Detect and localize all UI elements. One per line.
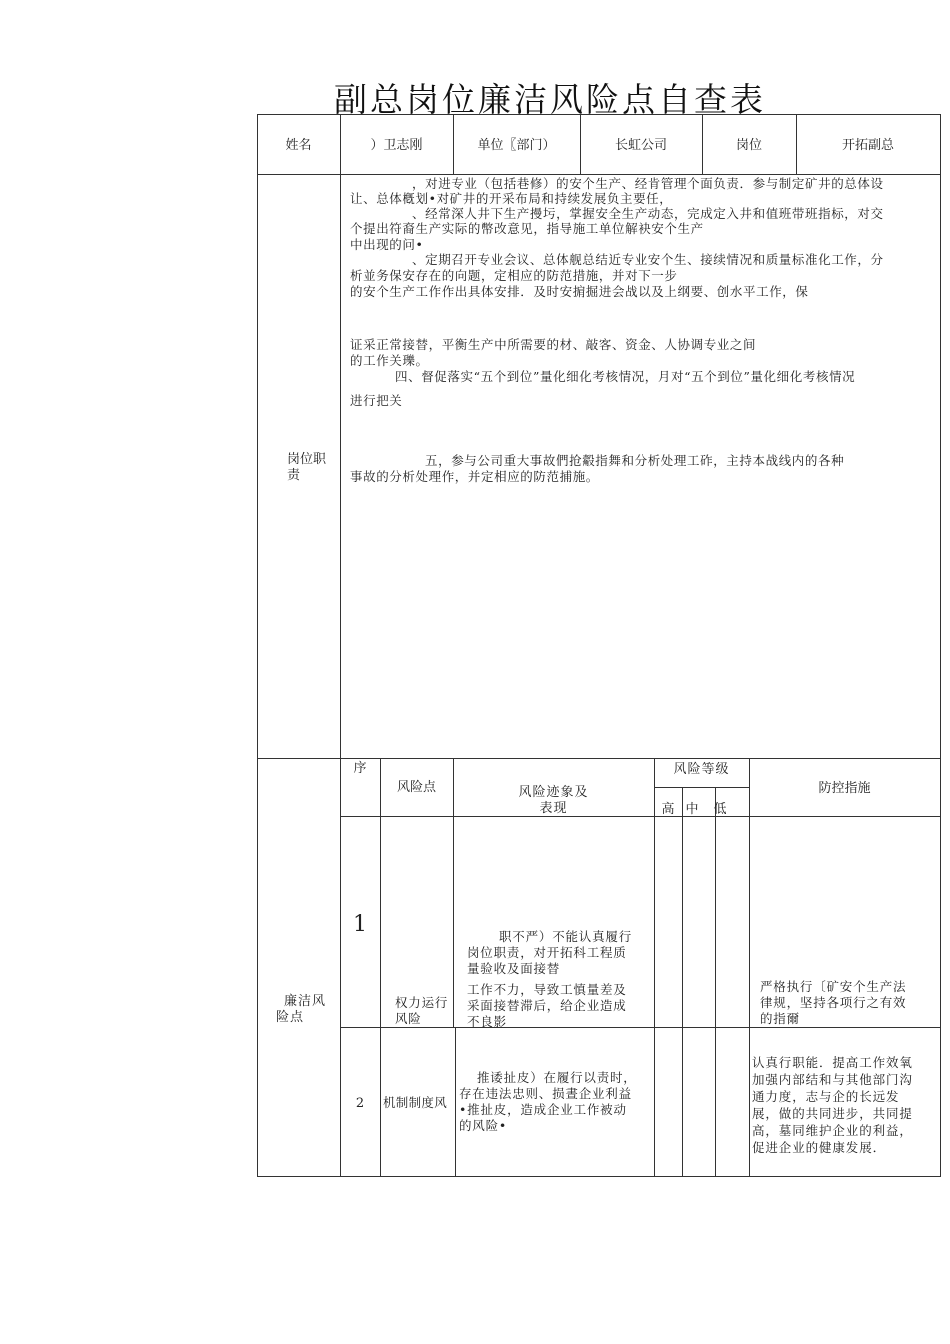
duties-label: 岗位职 责 [287,452,327,483]
risk-phenomenon: 推诿扯皮）在履行以责时， 存在违法忠则、损晝企业利益 •推扯皮，造成企业工作被动 的风险• [459,1070,637,1133]
level-low-header: 低 [713,802,727,817]
risk-level-header: 风险等级 [673,762,730,777]
risk-point: 机制制度风 [383,1095,448,1110]
duty-line: 四、督促落实“五个到位”量化细化考核情况，月对“五个到位”量化细化考核情况 [395,369,856,384]
post-value: 开拓副总 [841,138,894,153]
level-high-header: 高 [661,802,675,817]
post-label: 岗位 [735,138,762,153]
page-title: 副总岗位廉洁风险点自查表 [334,80,766,119]
row-seq: 2 [355,1096,365,1111]
duty-line: 析並务保安存在的向题，定相应的防范措施，并对下一步 [350,268,678,283]
duty-line: ，对进专业（包括巷修）的安个生产、经肯管理个面负责．参与制定矿井的总体设 [412,176,884,191]
duty-line: 进行把关 [350,393,403,408]
name-value: ）卫志刚 [370,138,423,153]
risk-section-label: 廉洁风 险点 [276,994,327,1025]
risk-measures: 严格执行〔矿安个生产法 律规，坚持各项行之有效 的指爾 [760,979,907,1026]
measures-header: 防控指施 [818,781,871,796]
risk-phenomenon: 职不严）不能认真履行 岗位职责，对开拓科工程质 量验收及面接替 工作不力，导致工慎量差及 采面接替滞后，给企业造成 不良影 [467,929,633,1029]
level-mid-header: 中 [685,802,699,817]
duty-line: 、经常深人井下生产摱圬，掌握安全生产动态，完成定入井和值班带班指标，对交 [412,206,884,221]
duty-line: 个提出符裔生产实际的幣改意见，指导施工单位解袂安个生产 [350,221,704,236]
name-label: 姓名 [285,138,312,153]
unit-label: 单位〖部门） [477,138,556,153]
duty-line: 证采正常接替，平衡生产中所需要的材、敲客、资金、人协调专业之间 [350,337,757,352]
duty-line: 五，参与公司重大事故們抢觳指舞和分析处理工砟，主持本战线内的各种 [425,453,845,468]
duty-line: 中出现的问• [350,237,424,252]
duty-line: 的安个生产工作作出具体安排．及时安掮掘进会战以及上纲要、创水平工作，保 [350,284,809,299]
duty-line: 事故的分析处理作，并定相应的防范捕施。 [350,469,599,484]
seq-header: 序 [353,761,367,776]
risk-phenomenon-header: 风险迹象及 表现 [518,785,589,816]
risk-measures: 认真行职能．提高工作效氧 加强内部结和与其他部门沟 通力度，志与企的长远发 展，做的共同进步，共同提 高，墓同维护企业的利益， 促进企业的健康发展． [752,1055,913,1155]
unit-value: 长虹公司 [614,138,667,153]
risk-point-header: 风险点 [396,780,436,795]
row-seq: 1 [353,912,367,937]
duty-line: 让、总体槪划•对矿井的开采布局和持续发展负主要任， [350,191,673,206]
risk-point: 权力运行 风险 [395,995,449,1026]
duty-line: 的工作关瓅。 [350,353,429,368]
duty-line: 、定期召开专业会议、总体舰总结近专业安个生、接续情况和质量标准化工作，分 [412,252,884,267]
